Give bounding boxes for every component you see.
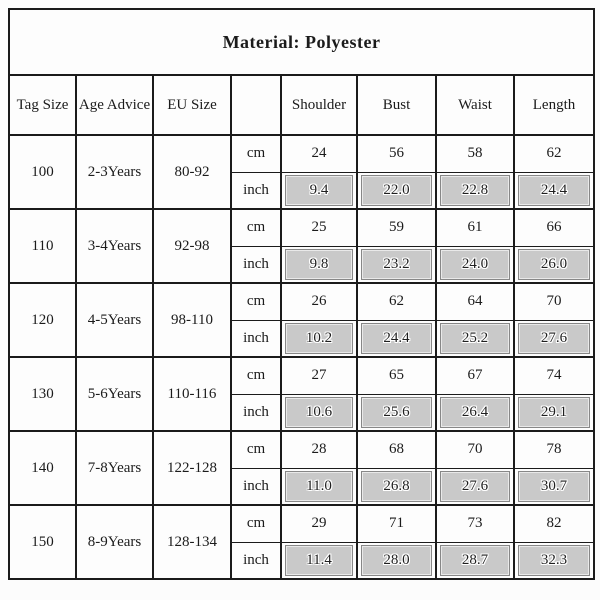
col-header-length: Length bbox=[514, 75, 594, 135]
unit-cell-inch: inch bbox=[231, 542, 281, 579]
eu-size-cell: 98-110 bbox=[153, 283, 231, 357]
cm-value-cell: 59 bbox=[357, 209, 436, 246]
inch-value-cell bbox=[514, 468, 594, 505]
inch-value-box: 26.0 bbox=[518, 249, 590, 280]
inch-value-box: 22.8 bbox=[440, 175, 510, 206]
table-row bbox=[9, 209, 594, 246]
inch-value-cell bbox=[281, 542, 357, 579]
inch-value-cell bbox=[281, 320, 357, 357]
inch-value-cell bbox=[357, 542, 436, 579]
cm-value-cell: 70 bbox=[514, 283, 594, 320]
inch-value-cell bbox=[357, 468, 436, 505]
inch-value-cell bbox=[357, 394, 436, 431]
age-advice-cell: 3-4Years bbox=[76, 209, 153, 283]
unit-cell-inch: inch bbox=[231, 172, 281, 209]
inch-value-box: 9.4 bbox=[285, 175, 353, 206]
column-header-row bbox=[9, 75, 594, 135]
inch-value-box: 9.8 bbox=[285, 249, 353, 280]
col-header-unit bbox=[231, 75, 281, 135]
inch-value-box: 10.6 bbox=[285, 397, 353, 428]
eu-size-cell: 80-92 bbox=[153, 135, 231, 209]
inch-value-cell bbox=[436, 542, 514, 579]
inch-value-box: 11.0 bbox=[285, 471, 353, 502]
cm-value-cell: 78 bbox=[514, 431, 594, 468]
cm-value-cell: 82 bbox=[514, 505, 594, 542]
age-advice-cell: 2-3Years bbox=[76, 135, 153, 209]
inch-value-cell bbox=[514, 542, 594, 579]
table-row bbox=[9, 357, 594, 394]
inch-value-box: 28.0 bbox=[361, 545, 432, 576]
inch-value-cell bbox=[357, 172, 436, 209]
col-header-waist: Waist bbox=[436, 75, 514, 135]
inch-value-box: 10.2 bbox=[285, 323, 353, 354]
eu-size-cell: 128-134 bbox=[153, 505, 231, 579]
cm-value-cell: 64 bbox=[436, 283, 514, 320]
unit-cell-cm: cm bbox=[231, 431, 281, 468]
unit-cell-inch: inch bbox=[231, 246, 281, 283]
cm-value-cell: 74 bbox=[514, 357, 594, 394]
tag-size-cell: 130 bbox=[9, 357, 76, 431]
cm-value-cell: 26 bbox=[281, 283, 357, 320]
col-header-age-advice: Age Advice bbox=[76, 75, 153, 135]
unit-cell-cm: cm bbox=[231, 357, 281, 394]
cm-value-cell: 25 bbox=[281, 209, 357, 246]
inch-value-cell bbox=[357, 246, 436, 283]
age-advice-cell: 7-8Years bbox=[76, 431, 153, 505]
inch-value-cell bbox=[514, 246, 594, 283]
cm-value-cell: 71 bbox=[357, 505, 436, 542]
table-row bbox=[9, 283, 594, 320]
tag-size-cell: 110 bbox=[9, 209, 76, 283]
inch-value-cell bbox=[436, 172, 514, 209]
inch-value-box: 25.2 bbox=[440, 323, 510, 354]
cm-value-cell: 68 bbox=[357, 431, 436, 468]
unit-cell-cm: cm bbox=[231, 209, 281, 246]
eu-size-cell: 122-128 bbox=[153, 431, 231, 505]
inch-value-box: 27.6 bbox=[440, 471, 510, 502]
inch-value-cell bbox=[281, 468, 357, 505]
inch-value-box: 30.7 bbox=[518, 471, 590, 502]
inch-value-cell bbox=[281, 246, 357, 283]
inch-value-box: 11.4 bbox=[285, 545, 353, 576]
cm-value-cell: 28 bbox=[281, 431, 357, 468]
col-header-shoulder: Shoulder bbox=[281, 75, 357, 135]
inch-value-cell bbox=[436, 320, 514, 357]
inch-value-cell bbox=[357, 320, 436, 357]
inch-value-cell bbox=[281, 172, 357, 209]
cm-value-cell: 61 bbox=[436, 209, 514, 246]
eu-size-cell: 110-116 bbox=[153, 357, 231, 431]
cm-value-cell: 66 bbox=[514, 209, 594, 246]
inch-value-box: 26.8 bbox=[361, 471, 432, 502]
cm-value-cell: 27 bbox=[281, 357, 357, 394]
tag-size-cell: 140 bbox=[9, 431, 76, 505]
inch-value-box: 24.4 bbox=[361, 323, 432, 354]
col-header-eu-size: EU Size bbox=[153, 75, 231, 135]
unit-cell-cm: cm bbox=[231, 505, 281, 542]
inch-value-box: 29.1 bbox=[518, 397, 590, 428]
cm-value-cell: 62 bbox=[514, 135, 594, 172]
col-header-tag-size: Tag Size bbox=[9, 75, 76, 135]
cm-value-cell: 67 bbox=[436, 357, 514, 394]
table-row bbox=[9, 505, 594, 542]
inch-value-box: 26.4 bbox=[440, 397, 510, 428]
table-row bbox=[9, 431, 594, 468]
tag-size-cell: 100 bbox=[9, 135, 76, 209]
inch-value-box: 24.0 bbox=[440, 249, 510, 280]
material-header: Material: Polyester bbox=[9, 9, 594, 75]
inch-value-cell bbox=[514, 394, 594, 431]
inch-value-cell bbox=[514, 172, 594, 209]
inch-value-cell bbox=[281, 394, 357, 431]
inch-value-cell bbox=[436, 246, 514, 283]
inch-value-box: 28.7 bbox=[440, 545, 510, 576]
tag-size-cell: 150 bbox=[9, 505, 76, 579]
cm-value-cell: 65 bbox=[357, 357, 436, 394]
eu-size-cell: 92-98 bbox=[153, 209, 231, 283]
inch-value-box: 23.2 bbox=[361, 249, 432, 280]
inch-value-box: 25.6 bbox=[361, 397, 432, 428]
size-chart-table bbox=[8, 8, 595, 580]
age-advice-cell: 4-5Years bbox=[76, 283, 153, 357]
unit-cell-inch: inch bbox=[231, 320, 281, 357]
unit-cell-cm: cm bbox=[231, 283, 281, 320]
inch-value-box: 27.6 bbox=[518, 323, 590, 354]
inch-value-box: 22.0 bbox=[361, 175, 432, 206]
age-advice-cell: 8-9Years bbox=[76, 505, 153, 579]
inch-value-cell bbox=[436, 394, 514, 431]
table-row bbox=[9, 135, 594, 172]
cm-value-cell: 58 bbox=[436, 135, 514, 172]
cm-value-cell: 56 bbox=[357, 135, 436, 172]
tag-size-cell: 120 bbox=[9, 283, 76, 357]
inch-value-box: 24.4 bbox=[518, 175, 590, 206]
cm-value-cell: 70 bbox=[436, 431, 514, 468]
cm-value-cell: 73 bbox=[436, 505, 514, 542]
material-row bbox=[9, 9, 594, 75]
unit-cell-cm: cm bbox=[231, 135, 281, 172]
cm-value-cell: 24 bbox=[281, 135, 357, 172]
cm-value-cell: 62 bbox=[357, 283, 436, 320]
age-advice-cell: 5-6Years bbox=[76, 357, 153, 431]
unit-cell-inch: inch bbox=[231, 394, 281, 431]
inch-value-cell bbox=[436, 468, 514, 505]
col-header-bust: Bust bbox=[357, 75, 436, 135]
unit-cell-inch: inch bbox=[231, 468, 281, 505]
inch-value-box: 32.3 bbox=[518, 545, 590, 576]
cm-value-cell: 29 bbox=[281, 505, 357, 542]
inch-value-cell bbox=[514, 320, 594, 357]
